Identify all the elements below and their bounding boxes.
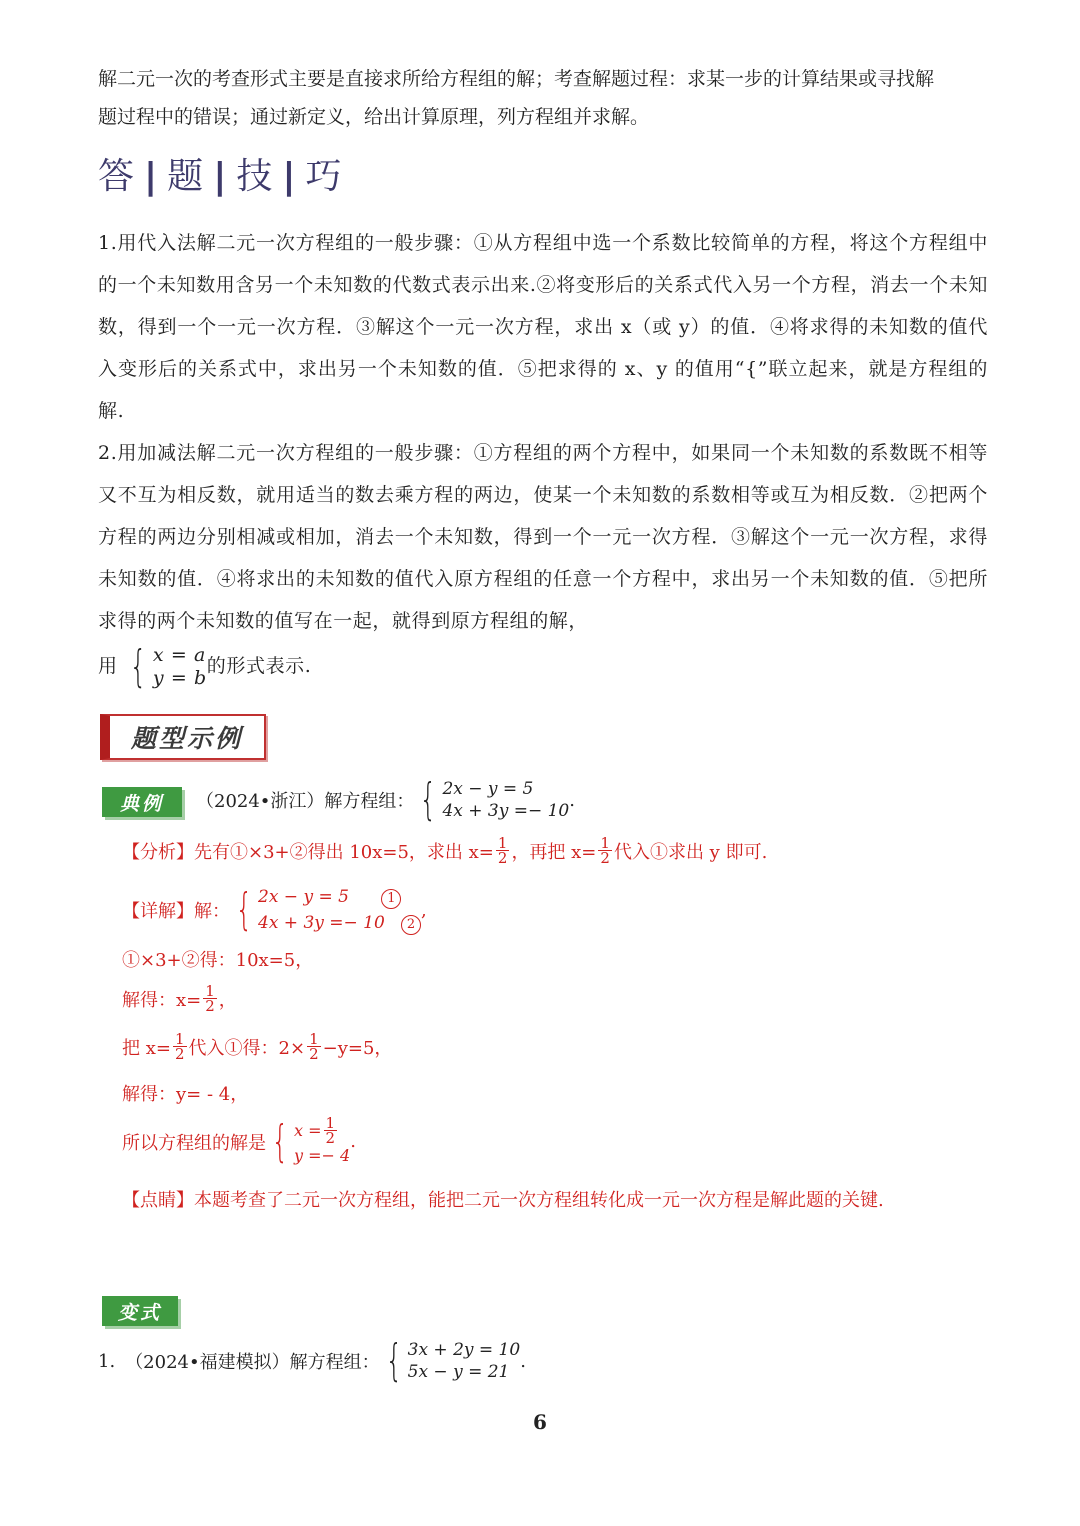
comment-label: 【点睛】 bbox=[122, 1190, 194, 1211]
example-types-banner bbox=[100, 714, 266, 760]
detail-step-3-text-b: 代入①得：2× bbox=[188, 1037, 306, 1059]
final-eq-x-text: x = bbox=[294, 1120, 322, 1140]
fraction-numerator: 1 bbox=[600, 834, 610, 852]
variant-tag bbox=[102, 1296, 178, 1326]
heading-char-3: 技 bbox=[236, 156, 277, 197]
fraction-numerator: 1 bbox=[497, 834, 508, 852]
analysis-text-3: 代入①求出 y 即可. bbox=[613, 841, 768, 863]
tip-substitution-method: 1.用代入法解二元一次方程组的一般步骤：①从方程组中选一个系数比较简单的方程，将这个方程组中的一个未知数用含另一个未知数的代数式表示出来.②将变形后的关系式代入另一个方程，消去一个未知数，得到一个一元一次方程．③解这个一元一次方程，求出 x（或 y）的值．④将求得的未知数的值代入变形后的关系式中，求出另一个未知数的值．⑤把求得的 x、y 的值用“{”联立起来，就是方程组的解. bbox=[98, 232, 988, 422]
detail-step-2-text: 解得：x= bbox=[122, 989, 202, 1011]
fraction-one-half bbox=[324, 1116, 338, 1145]
heading-separator: | bbox=[282, 156, 300, 197]
detail-step-5-end: . bbox=[350, 1131, 356, 1152]
heading-char-2: 题 bbox=[167, 156, 208, 197]
example-problem bbox=[196, 774, 575, 825]
example-system bbox=[414, 774, 570, 825]
intro-paragraph bbox=[98, 60, 988, 136]
variant-tag-label: 变式 bbox=[117, 1301, 162, 1324]
analysis-label: 【分析】 bbox=[122, 841, 194, 863]
detail-prefix: 解： bbox=[194, 901, 230, 922]
brace-icon: { bbox=[420, 774, 437, 825]
fraction-one-half bbox=[203, 984, 217, 1013]
variant-eq-2: 5x − y = 21 bbox=[407, 1362, 510, 1382]
final-eq-y: y =− 4 bbox=[294, 1146, 351, 1165]
fraction-numerator: 1 bbox=[174, 1030, 185, 1048]
fraction-denominator: 2 bbox=[497, 849, 508, 867]
detail-step-5 bbox=[122, 1116, 356, 1167]
circled-number-2: 2 bbox=[401, 915, 421, 935]
fraction-denominator: 2 bbox=[600, 849, 610, 867]
analysis-line bbox=[122, 836, 767, 865]
example-tag bbox=[102, 787, 182, 817]
example-eq-1: 2x − y = 5 bbox=[442, 779, 534, 799]
detail-eq-2 bbox=[258, 910, 421, 936]
fraction-one-half bbox=[307, 1032, 321, 1061]
variant-eq-1: 3x + 2y = 10 bbox=[407, 1340, 521, 1360]
detail-system bbox=[230, 884, 421, 936]
detail-end: , bbox=[421, 899, 427, 921]
tip-form-prefix: 用 bbox=[98, 655, 118, 677]
detail-step-4: 解得：y= - 4， bbox=[122, 1084, 249, 1105]
solution-form-system bbox=[124, 641, 207, 692]
page-number: 6 bbox=[533, 1410, 547, 1434]
variant-problem-1 bbox=[98, 1335, 526, 1386]
brace-icon: { bbox=[129, 641, 148, 692]
detail-step-3 bbox=[122, 1032, 392, 1061]
example-end: . bbox=[569, 789, 575, 811]
section-heading-answer-tips bbox=[98, 148, 346, 199]
fraction-numerator: 1 bbox=[205, 982, 215, 1000]
detail-step-2-end: ， bbox=[218, 989, 237, 1011]
analysis-text-1: 先有①×3+②得出 10x=5，求出 x= bbox=[194, 841, 494, 863]
heading-separator: | bbox=[213, 156, 231, 197]
final-eq-x bbox=[294, 1116, 350, 1145]
example-tag-label: 典例 bbox=[119, 792, 164, 815]
detail-step-2 bbox=[122, 984, 237, 1013]
fraction-denominator: 2 bbox=[205, 997, 215, 1015]
form-eq-y: y = b bbox=[152, 667, 207, 689]
tip-form-suffix: 的形式表示. bbox=[206, 655, 312, 677]
variant-number: 1. bbox=[98, 1350, 116, 1372]
circled-number-1: 1 bbox=[381, 889, 401, 909]
variant-system bbox=[380, 1335, 521, 1386]
final-solution-system bbox=[266, 1116, 350, 1167]
brace-icon: { bbox=[385, 1335, 403, 1386]
detail-step-1: ①×3+②得：10x=5， bbox=[122, 950, 314, 971]
intro-line-2: 题过程中的错误；通过新定义，给出计算原理，列方程组并求解。 bbox=[98, 106, 650, 128]
heading-char-4: 巧 bbox=[305, 156, 346, 197]
fraction-one-half bbox=[496, 836, 510, 865]
brace-icon: { bbox=[271, 1115, 289, 1167]
detail-step-3-text-c: −y=5， bbox=[322, 1037, 393, 1059]
tip-elimination-method: 2.用加减法解二元一次方程组的一般步骤：①方程组的两个方程中，如果同一个未知数的系数既不相等又不互为相反数，就用适当的数去乘方程的两边，使某一个未知数的系数相等或互为相反数．②把两个方程的两边分别相减或相加，消去一个未知数，得到一个一元一次方程．③解这个一元一次方程，求得未知数的值．④将求出的未知数的值代入原方程组的任意一个方程中，求出另一个未知数的值．⑤把所求得的两个未知数的值写在一起，就得到原方程组的解， bbox=[98, 442, 988, 632]
fraction-denominator: 2 bbox=[309, 1045, 319, 1063]
variant-end: . bbox=[520, 1350, 526, 1372]
heading-separator: | bbox=[144, 156, 162, 197]
fraction-numerator: 1 bbox=[325, 1114, 336, 1132]
fraction-one-half bbox=[173, 1032, 187, 1061]
detail-step-5-text: 所以方程组的解是 bbox=[122, 1132, 266, 1154]
detail-eq-2-text: 4x + 3y =− 10 bbox=[258, 913, 385, 933]
form-eq-x: x = a bbox=[152, 644, 206, 666]
detail-label: 【详解】 bbox=[122, 901, 194, 922]
example-eq-2: 4x + 3y =− 10 bbox=[442, 801, 570, 821]
detail-eq-1-text: 2x − y = 5 bbox=[258, 887, 349, 907]
tips-body bbox=[98, 222, 988, 690]
heading-char-1: 答 bbox=[98, 156, 139, 197]
fraction-denominator: 2 bbox=[174, 1045, 185, 1063]
intro-line-1: 解二元一次的考查形式主要是直接求所给方程组的解；考查解题过程：求某一步的计算结果或寻找解 bbox=[98, 68, 935, 90]
variant-source: （2024•福建模拟）解方程组： bbox=[125, 1352, 380, 1373]
detail-eq-1 bbox=[258, 884, 421, 910]
example-source: （2024•浙江）解方程组： bbox=[196, 791, 415, 812]
detail-step-3-text-a: 把 x= bbox=[122, 1037, 171, 1059]
analysis-text-2: ，再把 x= bbox=[511, 841, 597, 863]
tip-solution-form bbox=[98, 641, 988, 692]
comment-text: 本题考查了二元一次方程组，能把二元一次方程组转化成一元一次方程是解此题的关键. bbox=[194, 1190, 884, 1211]
fraction-denominator: 2 bbox=[325, 1129, 336, 1147]
brace-icon: { bbox=[235, 884, 253, 935]
detail-header bbox=[122, 884, 427, 936]
fraction-one-half bbox=[598, 836, 612, 865]
fraction-numerator: 1 bbox=[309, 1030, 319, 1048]
comment-line bbox=[122, 1186, 884, 1212]
example-types-label: 题型示例 bbox=[130, 724, 243, 753]
